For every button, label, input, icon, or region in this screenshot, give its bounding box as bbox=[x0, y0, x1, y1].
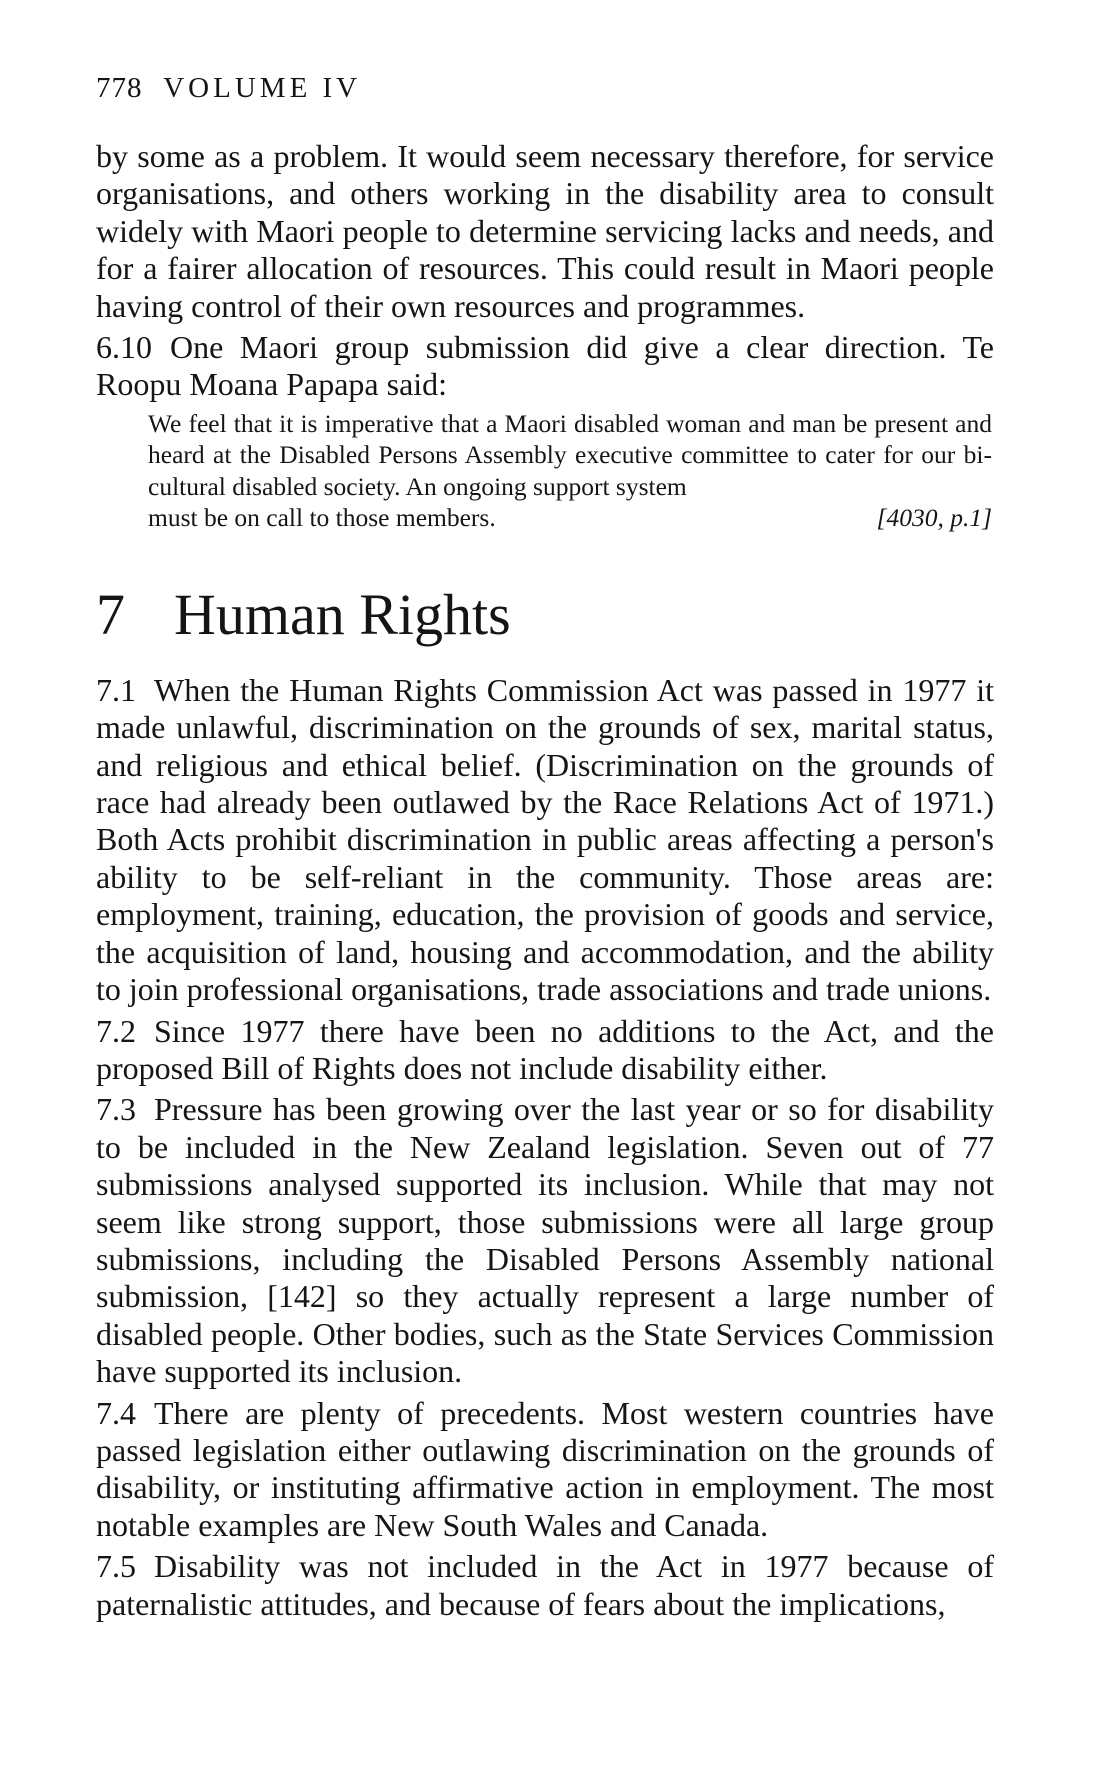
paragraph-6-10 bbox=[96, 329, 994, 404]
running-header bbox=[96, 70, 994, 106]
paragraph-text: One Maori group submission did give a clear direction. Te Roopu Moana Papapa said: bbox=[96, 329, 994, 403]
quote-final-line bbox=[148, 502, 992, 534]
paragraph-7-5 bbox=[96, 1548, 994, 1623]
block-quote bbox=[148, 408, 992, 534]
paragraph-7-4 bbox=[96, 1395, 994, 1545]
section-number: 7 bbox=[96, 581, 125, 647]
section-heading bbox=[96, 580, 994, 650]
paragraph-7-3 bbox=[96, 1091, 994, 1390]
paragraph-7-1 bbox=[96, 672, 994, 1009]
quote-text: We feel that it is imperative that a Maori disabled woman and man be present and heard at the Disabled Persons Assembly executive committee to cater for our bi-cultural disabled society. An ongoing support system bbox=[148, 408, 992, 501]
paragraph-number: 7.1 bbox=[96, 671, 136, 708]
paragraph-text: Pressure has been growing over the last year or so for disability to be included in the New Zealand legislation. Seven out of 77 submissions analysed supported its inclusion. While that may not seem like strong support, those submissions were all large group submissions, including the Disabled Persons Assembly national submission, [142] so they actually represent a large number of disabled people. Other bodies, such as the State Services Commission have supported its inclusion. bbox=[96, 1091, 994, 1390]
volume-label: VOLUME IV bbox=[163, 72, 362, 104]
page-number: 778 bbox=[96, 72, 143, 104]
section-title: Human Rights bbox=[174, 581, 511, 647]
paragraph-text: There are plenty of precedents. Most western countries have passed legislation either outlawing discrimination on the grounds of disability, or instituting affirmative action in employment. The most notable examples are New South Wales and Canada. bbox=[96, 1394, 994, 1543]
paragraph-7-2 bbox=[96, 1013, 994, 1088]
paragraph-number: 7.2 bbox=[96, 1012, 136, 1049]
document-page bbox=[96, 70, 994, 1627]
paragraph-text: Disability was not included in the Act in 1977 because of paternalistic attitudes, and because of fears about the implications, bbox=[96, 1548, 994, 1622]
quote-last-line: must be on call to those members. bbox=[148, 503, 496, 533]
paragraph-number: 7.4 bbox=[96, 1394, 136, 1431]
paragraph-number: 7.3 bbox=[96, 1091, 136, 1128]
paragraph-text: Since 1977 there have been no additions to the Act, and the proposed Bill of Rights does not include disability either. bbox=[96, 1012, 994, 1086]
intro-paragraph: by some as a problem. It would seem necessary therefore, for service organisations, and others working in the disability area to consult widely with Maori people to determine servicing lacks and needs, and for a fairer allocation of resources. This could result in Maori people having control of their own resources and programmes. bbox=[96, 138, 994, 324]
paragraph-number: 6.10 bbox=[96, 329, 152, 366]
paragraph-number: 7.5 bbox=[96, 1548, 136, 1585]
paragraph-text: When the Human Rights Commission Act was passed in 1977 it made unlawful, discrimination on the grounds of sex, marital status, and religious and ethical belief. (Discrimination on the grounds of race had already been outlawed by the Race Relations Act of 1971.) Both Acts prohibit discrimination in public areas affecting a person's ability to be self-reliant in the community. Those areas are: employment, training, education, the provision of goods and service, the acquisition of land, housing and accommodation, and the ability to join professional organisations, trade associations and trade unions. bbox=[96, 671, 994, 1008]
quote-citation: [4030, p.1] bbox=[876, 503, 992, 533]
